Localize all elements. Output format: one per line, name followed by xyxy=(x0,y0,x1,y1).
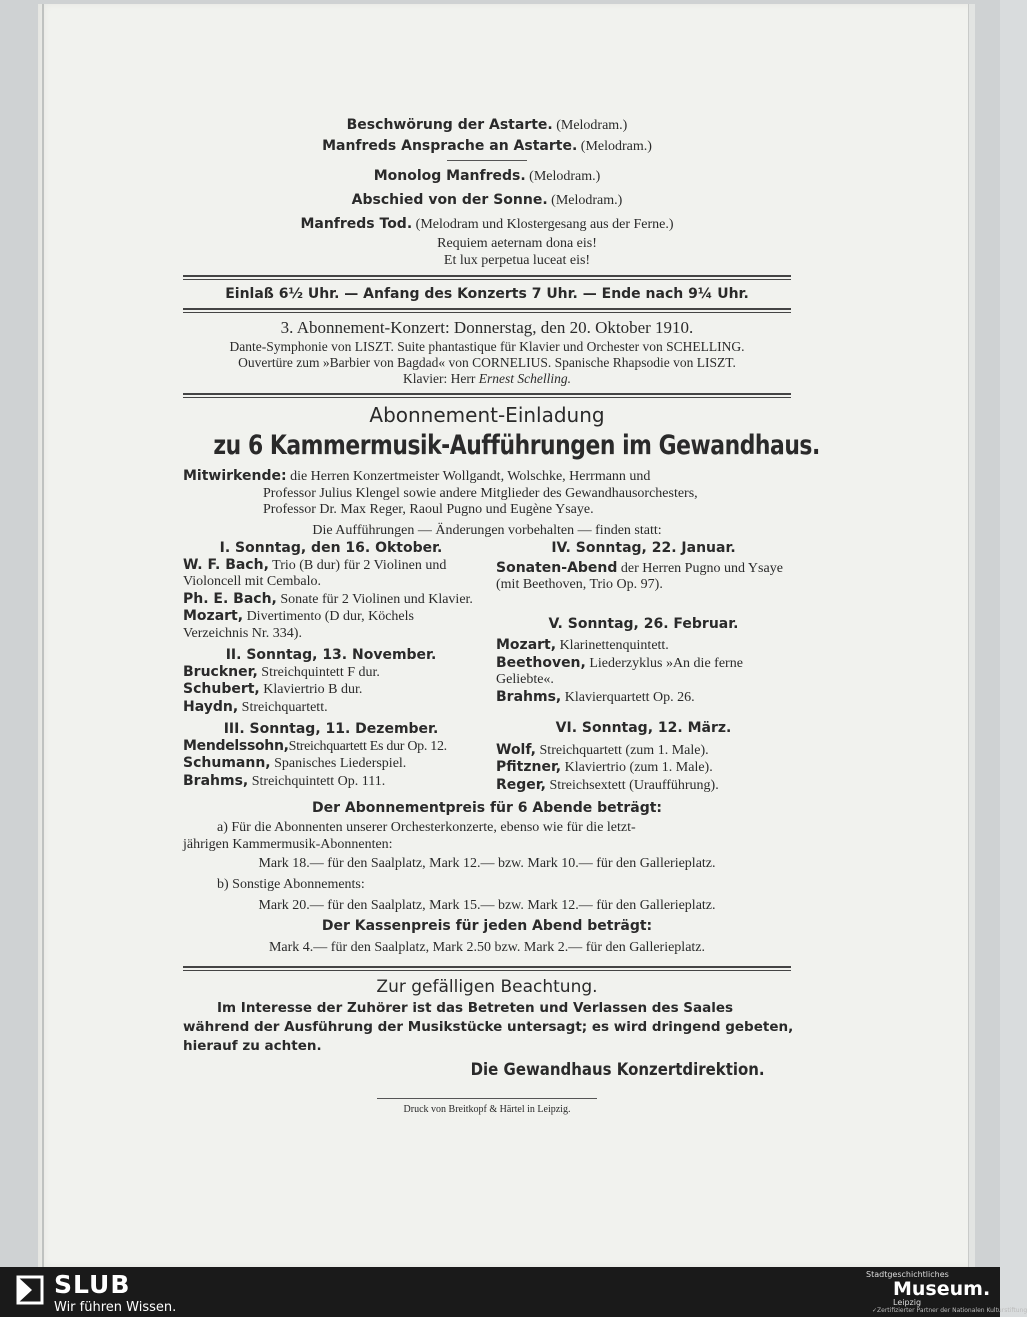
museum-prefix: Stadtgeschichtliches xyxy=(866,1270,949,1279)
schedule-entry: Mozart, Divertimento (D dur, Köchels Verzeichnis Nr. 334). xyxy=(183,608,414,641)
slub-tagline: Wir führen Wissen. xyxy=(54,1300,177,1315)
performances-intro: Die Aufführungen — Änderungen vorbehalten — finden statt: xyxy=(312,523,662,538)
schedule-right-column: IV. Sonntag, 22. Januar. Sonaten-Abend der Herren Pugno und Ysaye (mit Beethoven, Trio Op. 97). V. Sonntag, 26. Februar. Mozart, Klarinettenquintett. Beethoven, Liederzyklus »An die ferne Geliebte«. Brahms, Klavierquartett Op. 26. VI. Sonntag, 12. März. Wolf, Streichquartett (zum 1. Male). Pfitzner, Klaviertrio (zum 1. Male). Reger, Streichsextett (Uraufführung). xyxy=(496,540,791,794)
museum-certification: ✓Zertifizierter Partner der Nationalen Kulturstiftung xyxy=(872,1307,1027,1314)
schedule-entry: Brahms, Klavierquartett Op. 26. xyxy=(496,688,695,705)
schedule-entry: Brahms, Streichquintett Op. 111. xyxy=(183,772,386,789)
schedule-entry: Schumann, Spanisches Liederspiel. xyxy=(183,755,407,771)
schedule-entry: Sonaten-Abend der Herren Pugno und Ysaye (mit Beethoven, Trio Op. 97). xyxy=(496,559,783,592)
schedule-entry: Bruckner, Streichquintett F dur. xyxy=(183,663,380,680)
double-rule xyxy=(183,275,791,280)
slub-name: SLUB xyxy=(54,1270,131,1299)
schedule-entry: Schubert, Klaviertrio B dur. xyxy=(183,681,363,697)
printer-rule xyxy=(377,1098,597,1099)
next-concert-title: 3. Abonnement-Konzert: Donnerstag, den 20. Oktober 1910. xyxy=(280,318,694,337)
page-fold xyxy=(42,4,44,1267)
next-concert-details: Dante-Symphonie von LISZT. Suite phantastique für Klavier und Orchester von SCHELLING. Ouvertüre zum »Barbier von Bagdad« von CORNELIUS. Spanische Rhapsodie von LISZT. Klavier: Herr Ernest Schelling. xyxy=(229,339,745,386)
program-item: Manfreds Tod. (Melodram und Klostergesang aus der Ferne.) xyxy=(300,216,674,232)
concert-times: Einlaß 6½ Uhr. — Anfang des Konzerts 7 Uhr. — Ende nach 9¼ Uhr. xyxy=(225,286,749,302)
double-rule xyxy=(183,966,791,971)
double-rule xyxy=(183,308,791,313)
price-section: Der Abonnementpreis für 6 Abende beträgt: a) Für die Abonnenten unserer Orchesterkonzerte, ebenso wie für die letzt- jährigen Kammermusik-Abonnenten: Mark 18.— für den Saalplatz, Mark 12.— bzw. Mark 10.— für den Gallerieplatz. b) Sonstige Abonnements: Mark 20.— für den Saalplatz, Mark 15.— bzw. Mark 12.— für den Gallerieplatz. Der Kassenpreis für jeden Abend beträgt: Mark 4.— für den Saalplatz, Mark 2.50 bzw. Mark 2.— für den Gallerieplatz. xyxy=(183,800,716,955)
schedule-entry: Pfitzner, Klaviertrio (zum 1. Male). xyxy=(496,759,713,775)
notice-heading: Zur gefälligen Beachtung. xyxy=(376,977,598,997)
schedule-entry: Beethoven, Liederzyklus »An die ferne Geliebte«. xyxy=(496,654,743,687)
museum-name: Museum. xyxy=(893,1278,991,1300)
schedule-entry: W. F. Bach, Trio (B dur) für 2 Violinen und Violoncell mit Cembalo. xyxy=(183,556,447,589)
program-item: Monolog Manfreds. (Melodram.) xyxy=(373,168,601,184)
double-rule xyxy=(183,393,791,398)
concert-schedule xyxy=(183,540,791,798)
museum-city: Leipzig xyxy=(893,1298,922,1307)
divider xyxy=(447,160,527,161)
schedule-entry: Reger, Streichsextett (Uraufführung). xyxy=(496,776,719,793)
schedule-entry: Ph. E. Bach, Sonate für 2 Violinen und Klavier. xyxy=(183,590,473,607)
schedule-entry: Mendelssohn,Streichquartett Es dur Op. 12. xyxy=(183,737,447,754)
program-document xyxy=(183,112,820,1117)
schedule-entry: Wolf, Streichquartett (zum 1. Male). xyxy=(496,741,709,758)
schedule-entry: Mozart, Klarinettenquintett. xyxy=(496,637,669,653)
page-edge xyxy=(968,4,975,1267)
program-item: Abschied von der Sonne. (Melodram.) xyxy=(351,192,623,208)
invitation-subheading: zu 6 Kammermusik-Aufführungen im Gewandhaus. xyxy=(213,430,820,461)
schedule-left-column: I. Sonntag, den 16. Oktober. W. F. Bach, Trio (B dur) für 2 Violinen und Violoncell mit Cembalo. Ph. E. Bach, Sonate für 2 Violinen und Klavier. Mozart, Divertimento (D dur, Köchels Verzeichnis Nr. 334). II. Sonntag, 13. November. Bruckner, Streichquintett F dur. Schubert, Klaviertrio B dur. Haydn, Streichquartett. III. Sonntag, 11. Dezember. Mendelssohn,Streichquartett Es dur Op. 12. Schumann, Spanisches Liederspiel. Brahms, Streichquintett Op. 111. xyxy=(183,540,479,790)
schedule-entry: Haydn, Streichquartett. xyxy=(183,698,328,715)
program-item: Beschwörung der Astarte. (Melodram.) xyxy=(346,117,628,133)
printer-credit: Druck von Breitkopf & Härtel in Leipzig. xyxy=(403,1104,571,1115)
requiem-text: Requiem aeternam dona eis! Et lux perpetua luceat eis! xyxy=(437,236,597,268)
program-item: Manfreds Ansprache an Astarte. (Melodram.) xyxy=(322,138,652,154)
notice-text: Im Interesse der Zuhörer ist das Betreten und Verlassen des Saales während der Ausführung der Musikstücke untersagt; es wird dringend gebeten, hierauf zu achten. xyxy=(183,1000,794,1054)
signature: Die Gewandhaus Konzertdirektion. xyxy=(470,1060,765,1080)
performers: Mitwirkende: die Herren Konzertmeister Wollgandt, Wolschke, Herrmann und Professor Julius Klengel sowie andere Mitglieder des Gewandhausorchesters, Professor Dr. Max Reger, Raoul Pugno und Eugène Ysaye. xyxy=(183,468,698,517)
slub-logo-icon xyxy=(14,1273,46,1307)
invitation-heading: Abonnement-Einladung xyxy=(369,403,605,427)
